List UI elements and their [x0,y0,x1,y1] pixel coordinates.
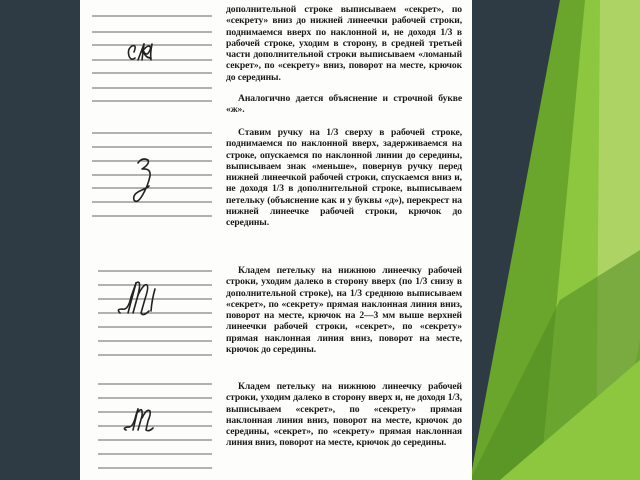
paragraph-z-instructions: Ставим ручку на 1/3 сверху в рабочей строке, поднимаемся по наклонной вверх, задерживаемся на строке, опускаемся по наклонной линии до середины, выписываем знак «меньше», повернув ручку перед нижней линеечкой рабочей строки, спускаемся вниз и, не доходя 1/3 в дополнительной строке, выписываем петельку (объяснение как и у буквы «д»), перекрест на нижней линеечке рабочей строки, крючок до середины. [226,127,462,229]
book-page [80,0,472,480]
paragraph-m-instructions: Кладем петельку на нижнюю линеечку рабочей строки, уходим далеко в сторону вверх и, не доходя 1/3, выписываем «секрет», по «секрету» прямая наклонная линия вниз, поворот на месте, крючок до середины, «секрет», по «секрету» прямая наклонная линия вниз, поворот на месте, крючок до середины. [226,381,462,449]
paragraph-zh-instructions-end: дополнительной строке выписываем «секрет», по «секрету» вниз до нижней линеечки рабочей строки, поднимаемся вверх по наклонной и, не доходя 1/3 в рабочей строке, уходим в сторону, в средней третьей части дополнительной строки выписываем «ломаный секрет», по «секрету» вниз, поворот на месте, крючок до середины. [226,4,462,83]
ruled-lines [80,0,216,480]
handwriting-column [80,0,216,480]
text-column [226,0,462,480]
letter-zh-handwriting [128,44,152,60]
letter-M-handwriting [118,282,155,314]
paragraph-M-instructions: Кладем петельку на нижнюю линеечку рабочей строки, уходим далеко в сторону вверх (по 1/3 снизу в дополнительной строке), на 1/3 среднюю выписываем «секрет», по «секрету» прямая наклонная линия вниз, поворот на месте, крючок на 2—3 мм выше верхней линеечки рабочей строки, «секрет», по «секрету» прямая наклонная линия вниз, поворот на месте, крючок до середины. [226,265,462,356]
paragraph-zh-lowercase: Аналогично дается объяснение и строчной букве «ж». [226,93,462,116]
letter-z-handwriting [134,159,150,201]
